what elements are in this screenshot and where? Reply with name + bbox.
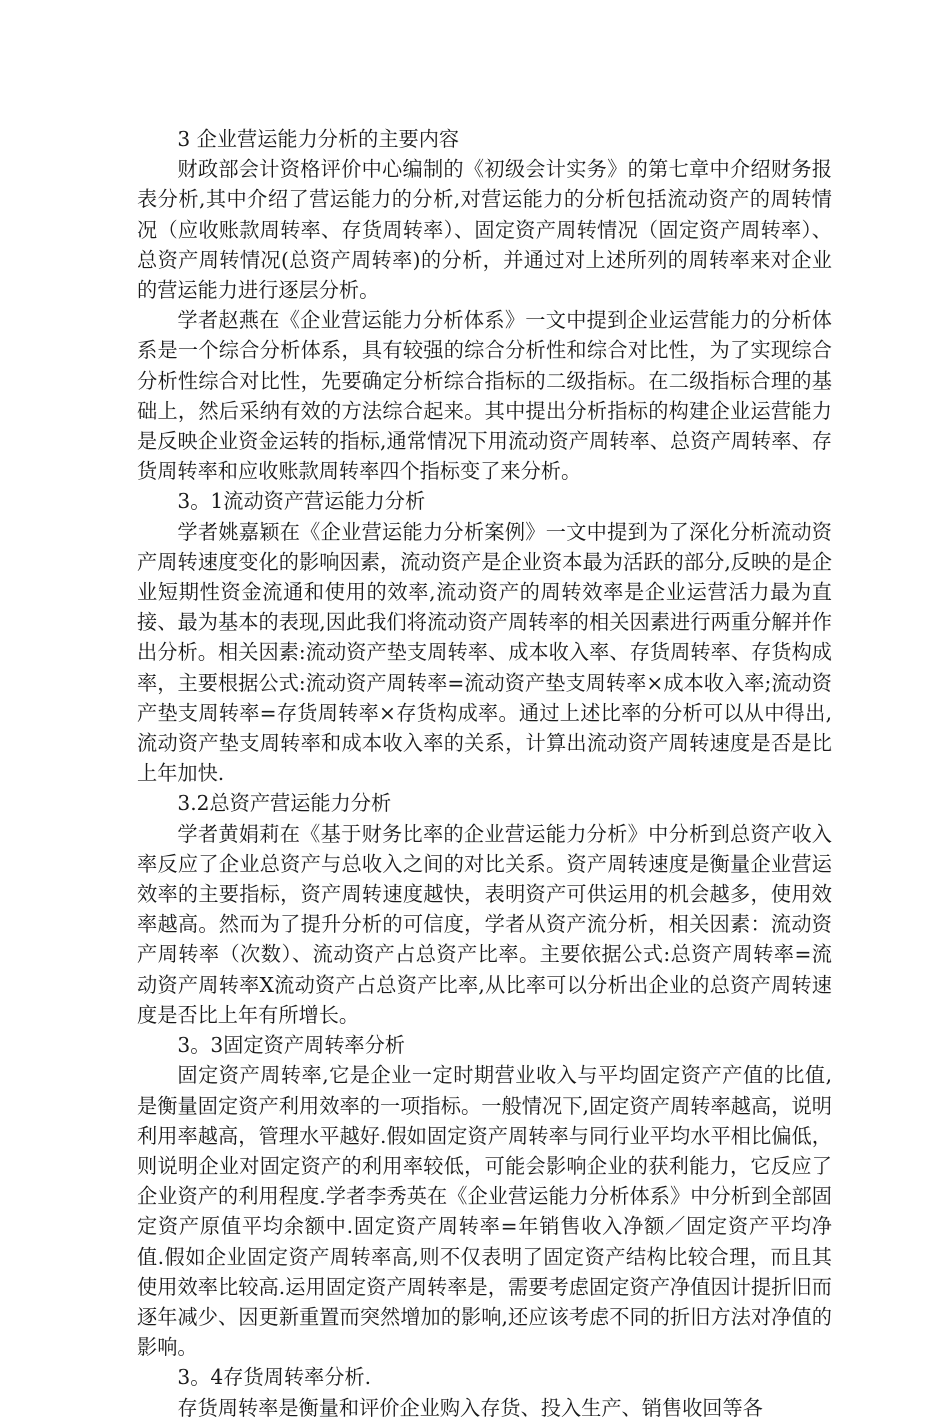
section-heading-3-2: 3.2总资产营运能力分析: [177, 791, 392, 816]
section-heading-3-1: 3。1流动资产营运能力分析: [177, 489, 426, 514]
section-heading-3: 3 企业营运能力分析的主要内容: [177, 127, 460, 151]
paragraph-yao-jiaying: 学者姚嘉颖在《企业营运能力分析案例》一文中提到为了深化分析流动资产周转速度变化的影响因素，流动资产是企业资本最为活跃的部分,反映的是企业短期性资金流通和使用的效率,流动资产的周转效率是企业运营活力最为直接、最为基本的表现,因此我们将流动资产周转率的相关因素进行两重分解并作出分析。相关因素:流动资产垫支周转率、成本收入率、存货周转率、存货构成率，主要根据公式:流动资产周转率=流动资产垫支周转率×成本收入率;流动资产垫支周转率=存货周转率×存货构成率。通过上述比率的分析可以从中得出,流动资产垫支周转率和成本收入率的关系，计算出流动资产周转速度是否是比上年加快.: [137, 519, 832, 786]
paragraph-inventory-turnover: 存货周转率是衡量和评价企业购入存货、投入生产、销售收回等各: [177, 1395, 763, 1420]
section-heading-3-4: 3。4存货周转率分析.: [177, 1365, 371, 1390]
section-heading-3-3: 3。3固定资产周转率分析: [177, 1033, 405, 1058]
paragraph-zhao-yan: 学者赵燕在《企业营运能力分析体系》一文中提到企业运营能力的分析体系是一个综合分析体系，具有较强的综合分析性和综合对比性，为了实现综合分析性综合对比性，先要确定分析综合指标的二级指标。在二级指标合理的基础上，然后采纳有效的方法综合起来。其中提出分析指标的构建企业运营能力是反映企业资金运转的指标,通常情况下用流动资产周转率、总资产周转率、存货周转率和应收账款周转率四个指标变了来分析。: [137, 308, 832, 484]
paragraph-fixed-assets: 固定资产周转率,它是企业一定时期营业收入与平均固定资产产值的比值,是衡量固定资产利用效率的一项指标。一般情况下,固定资产周转率越高，说明利用率越高，管理水平越好.假如固定资产周转率与同行业平均水平相比偏低，则说明企业对固定资产的利用率较低，可能会影响企业的获利能力，它反应了企业资产的利用程度.学者李秀英在《企业营运能力分析体系》中分析到全部固定资产原值平均余额中.固定资产周转率=年销售收入净额／固定资产平均净值.假如企业固定资产周转率高,则不仅表明了固定资产结构比较合理，而且其使用效率比较高.运用固定资产周转率是，需要考虑固定资产净值因计提折旧而逐年减少、因更新重置而突然增加的影响,还应该考虑不同的折旧方法对净值的影响。: [137, 1063, 832, 1360]
document-body: [137, 124, 832, 1423]
paragraph-huang-juanli: 学者黄娟莉在《基于财务比率的企业营运能力分析》中分析到总资产收入率反应了企业总资产与总收入之间的对比关系。资产周转速度是衡量企业营运效率的主要指标，资产周转速度越快，表明资产可供运用的机会越多，使用效率越高。然而为了提升分析的可信度，学者从资产流分析，相关因素：流动资产周转率（次数）、流动资产占总资产比率。主要依据公式:总资产周转率=流动资产周转率X流动资产占总资产比率,从比率可以分析出企业的总资产周转速度是否比上年有所增长。: [137, 821, 832, 1027]
paragraph-accounting-practice: 财政部会计资格评价中心编制的《初级会计实务》的第七章中介绍财务报表分析,其中介绍了营运能力的分析,对营运能力的分析包括流动资产的周转情况（应收账款周转率、存货周转率）、固定资产周转情况（固定资产周转率）、总资产周转情况(总资产周转率)的分析，并通过对上述所列的周转率来对企业的营运能力进行逐层分析。: [137, 157, 832, 303]
